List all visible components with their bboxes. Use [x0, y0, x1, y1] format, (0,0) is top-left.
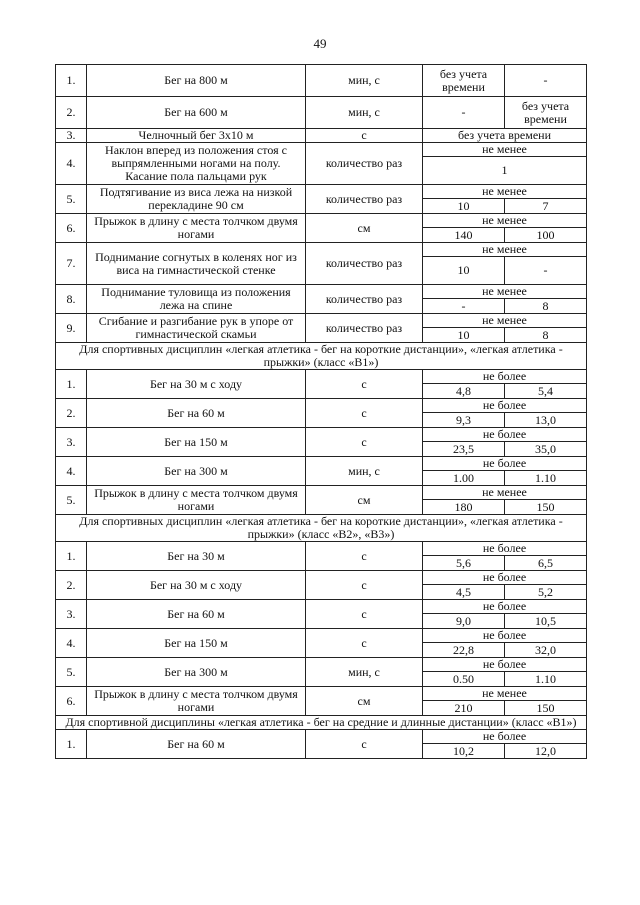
unit-cell: с	[306, 571, 423, 600]
unit-cell: мин, с	[306, 97, 423, 129]
exercise-name: Прыжок в длину с места толчком двумя ногами	[87, 214, 306, 243]
value-header: не более	[423, 457, 587, 471]
row-number: 8.	[56, 285, 87, 314]
unit-cell: с	[306, 129, 423, 143]
value-header: не более	[423, 730, 587, 744]
unit-cell: количество раз	[306, 185, 423, 214]
table-row	[56, 65, 587, 97]
value-header: не более	[423, 542, 587, 556]
value-header: не менее	[423, 314, 587, 328]
table-row	[56, 486, 587, 500]
value-cell: -	[505, 257, 587, 285]
unit-cell: количество раз	[306, 243, 423, 285]
exercise-name: Поднимание согнутых в коленях ног из виса на гимнастической стенке	[87, 243, 306, 285]
value-cell: 7	[505, 199, 587, 214]
value-header: не менее	[423, 214, 587, 228]
table-row	[56, 399, 587, 413]
row-number: 7.	[56, 243, 87, 285]
section-title: Для спортивной дисциплины «легкая атлетика - бег на средние и длинные дистанции» (класс «В1»)	[56, 716, 587, 730]
row-number: 5.	[56, 658, 87, 687]
table-row	[56, 97, 587, 129]
value-header: не менее	[423, 243, 587, 257]
value-cell: 6,5	[505, 556, 587, 571]
row-number: 3.	[56, 428, 87, 457]
value-header: не более	[423, 658, 587, 672]
table-row	[56, 243, 587, 257]
value-cell: 9,3	[423, 413, 505, 428]
row-number: 4.	[56, 629, 87, 658]
value-cell: 8	[505, 328, 587, 343]
value-cell: 4,5	[423, 585, 505, 600]
value-cell: 150	[505, 701, 587, 716]
exercise-name: Челночный бег 3х10 м	[87, 129, 306, 143]
page-number: 49	[313, 36, 327, 51]
unit-cell: с	[306, 542, 423, 571]
row-number: 5.	[56, 486, 87, 515]
value-cell: 13,0	[505, 413, 587, 428]
unit-cell: с	[306, 730, 423, 759]
value-cell-merged: 1	[423, 157, 587, 185]
unit-cell: с	[306, 629, 423, 658]
value-cell: 1.10	[505, 672, 587, 687]
value-header: не более	[423, 571, 587, 585]
value-cell: 5,6	[423, 556, 505, 571]
table-row	[56, 730, 587, 744]
value-cell: 180	[423, 500, 505, 515]
row-number: 1.	[56, 370, 87, 399]
row-number: 2.	[56, 399, 87, 428]
row-number: 4.	[56, 457, 87, 486]
standards-table	[55, 64, 587, 759]
exercise-name: Бег на 600 м	[87, 97, 306, 129]
value-cell-merged: без учета времени	[423, 129, 587, 143]
value-cell: 10	[423, 257, 505, 285]
table-row	[56, 314, 587, 328]
value-cell: 5,4	[505, 384, 587, 399]
row-number: 1.	[56, 65, 87, 97]
row-number: 3.	[56, 600, 87, 629]
unit-cell: с	[306, 600, 423, 629]
table-row	[56, 542, 587, 556]
value-cell: 9,0	[423, 614, 505, 629]
value-cell: 10,2	[423, 744, 505, 759]
section-title: Для спортивных дисциплин «легкая атлетика - бег на короткие дистанции», «легкая атлетика - прыжки» (класс «В1»)	[56, 343, 587, 370]
table-row	[56, 285, 587, 299]
row-number: 2.	[56, 97, 87, 129]
value-cell: без учета времени	[505, 97, 587, 129]
value-cell: 12,0	[505, 744, 587, 759]
value-cell: 5,2	[505, 585, 587, 600]
exercise-name: Прыжок в длину с места толчком двумя ногами	[87, 687, 306, 716]
value-cell: 4,8	[423, 384, 505, 399]
unit-cell: количество раз	[306, 314, 423, 343]
exercise-name: Бег на 300 м	[87, 658, 306, 687]
row-number: 6.	[56, 687, 87, 716]
section-title: Для спортивных дисциплин «легкая атлетика - бег на короткие дистанции», «легкая атлетика - прыжки» (класс «В2», «В3»)	[56, 515, 587, 542]
table-row	[56, 185, 587, 199]
value-cell: 35,0	[505, 442, 587, 457]
value-cell: 1.10	[505, 471, 587, 486]
value-header: не менее	[423, 143, 587, 157]
unit-cell: количество раз	[306, 143, 423, 185]
value-header: не более	[423, 629, 587, 643]
table-row	[56, 370, 587, 384]
exercise-name: Поднимание туловища из положения лежа на спине	[87, 285, 306, 314]
exercise-name: Наклон вперед из положения стоя с выпрямленными ногами на полу. Касание пола пальцами рук	[87, 143, 306, 185]
value-cell: 23,5	[423, 442, 505, 457]
value-cell: 10,5	[505, 614, 587, 629]
value-header: не менее	[423, 687, 587, 701]
exercise-name: Бег на 800 м	[87, 65, 306, 97]
value-cell: 1.00	[423, 471, 505, 486]
value-cell: 32,0	[505, 643, 587, 658]
section-row	[56, 716, 587, 730]
table-row	[56, 629, 587, 643]
table-row	[56, 214, 587, 228]
exercise-name: Бег на 150 м	[87, 428, 306, 457]
value-cell: 0.50	[423, 672, 505, 687]
row-number: 1.	[56, 542, 87, 571]
section-row	[56, 515, 587, 542]
section-row	[56, 343, 587, 370]
row-number: 6.	[56, 214, 87, 243]
unit-cell: см	[306, 687, 423, 716]
value-cell: 210	[423, 701, 505, 716]
value-header: не менее	[423, 285, 587, 299]
value-header: не более	[423, 370, 587, 384]
value-header: не более	[423, 428, 587, 442]
table-row	[56, 457, 587, 471]
unit-cell: с	[306, 399, 423, 428]
exercise-name: Бег на 30 м с ходу	[87, 370, 306, 399]
row-number: 3.	[56, 129, 87, 143]
value-cell: 10	[423, 199, 505, 214]
row-number: 2.	[56, 571, 87, 600]
exercise-name: Бег на 300 м	[87, 457, 306, 486]
exercise-name: Сгибание и разгибание рук в упоре от гимнастической скамьи	[87, 314, 306, 343]
value-header: не менее	[423, 185, 587, 199]
table-row	[56, 129, 587, 143]
value-header: не более	[423, 399, 587, 413]
value-cell: 100	[505, 228, 587, 243]
unit-cell: см	[306, 486, 423, 515]
table-row	[56, 571, 587, 585]
exercise-name: Прыжок в длину с места толчком двумя ногами	[87, 486, 306, 515]
value-cell: -	[505, 65, 587, 97]
exercise-name: Бег на 30 м	[87, 542, 306, 571]
row-number: 4.	[56, 143, 87, 185]
unit-cell: см	[306, 214, 423, 243]
value-cell: 10	[423, 328, 505, 343]
table-row	[56, 687, 587, 701]
row-number: 9.	[56, 314, 87, 343]
unit-cell: мин, с	[306, 457, 423, 486]
exercise-name: Бег на 60 м	[87, 399, 306, 428]
value-cell: -	[423, 299, 505, 314]
value-cell: -	[423, 97, 505, 129]
table-row	[56, 600, 587, 614]
unit-cell: мин, с	[306, 65, 423, 97]
unit-cell: с	[306, 428, 423, 457]
exercise-name: Бег на 60 м	[87, 600, 306, 629]
value-cell: 140	[423, 228, 505, 243]
exercise-name: Бег на 150 м	[87, 629, 306, 658]
unit-cell: с	[306, 370, 423, 399]
unit-cell: мин, с	[306, 658, 423, 687]
exercise-name: Подтягивание из виса лежа на низкой перекладине 90 см	[87, 185, 306, 214]
table-row	[56, 143, 587, 157]
value-cell: 150	[505, 500, 587, 515]
row-number: 5.	[56, 185, 87, 214]
value-header: не менее	[423, 486, 587, 500]
exercise-name: Бег на 60 м	[87, 730, 306, 759]
exercise-name: Бег на 30 м с ходу	[87, 571, 306, 600]
unit-cell: количество раз	[306, 285, 423, 314]
table-row	[56, 658, 587, 672]
value-cell: без учета времени	[423, 65, 505, 97]
value-header: не более	[423, 600, 587, 614]
value-cell: 22,8	[423, 643, 505, 658]
table-row	[56, 428, 587, 442]
value-cell: 8	[505, 299, 587, 314]
row-number: 1.	[56, 730, 87, 759]
